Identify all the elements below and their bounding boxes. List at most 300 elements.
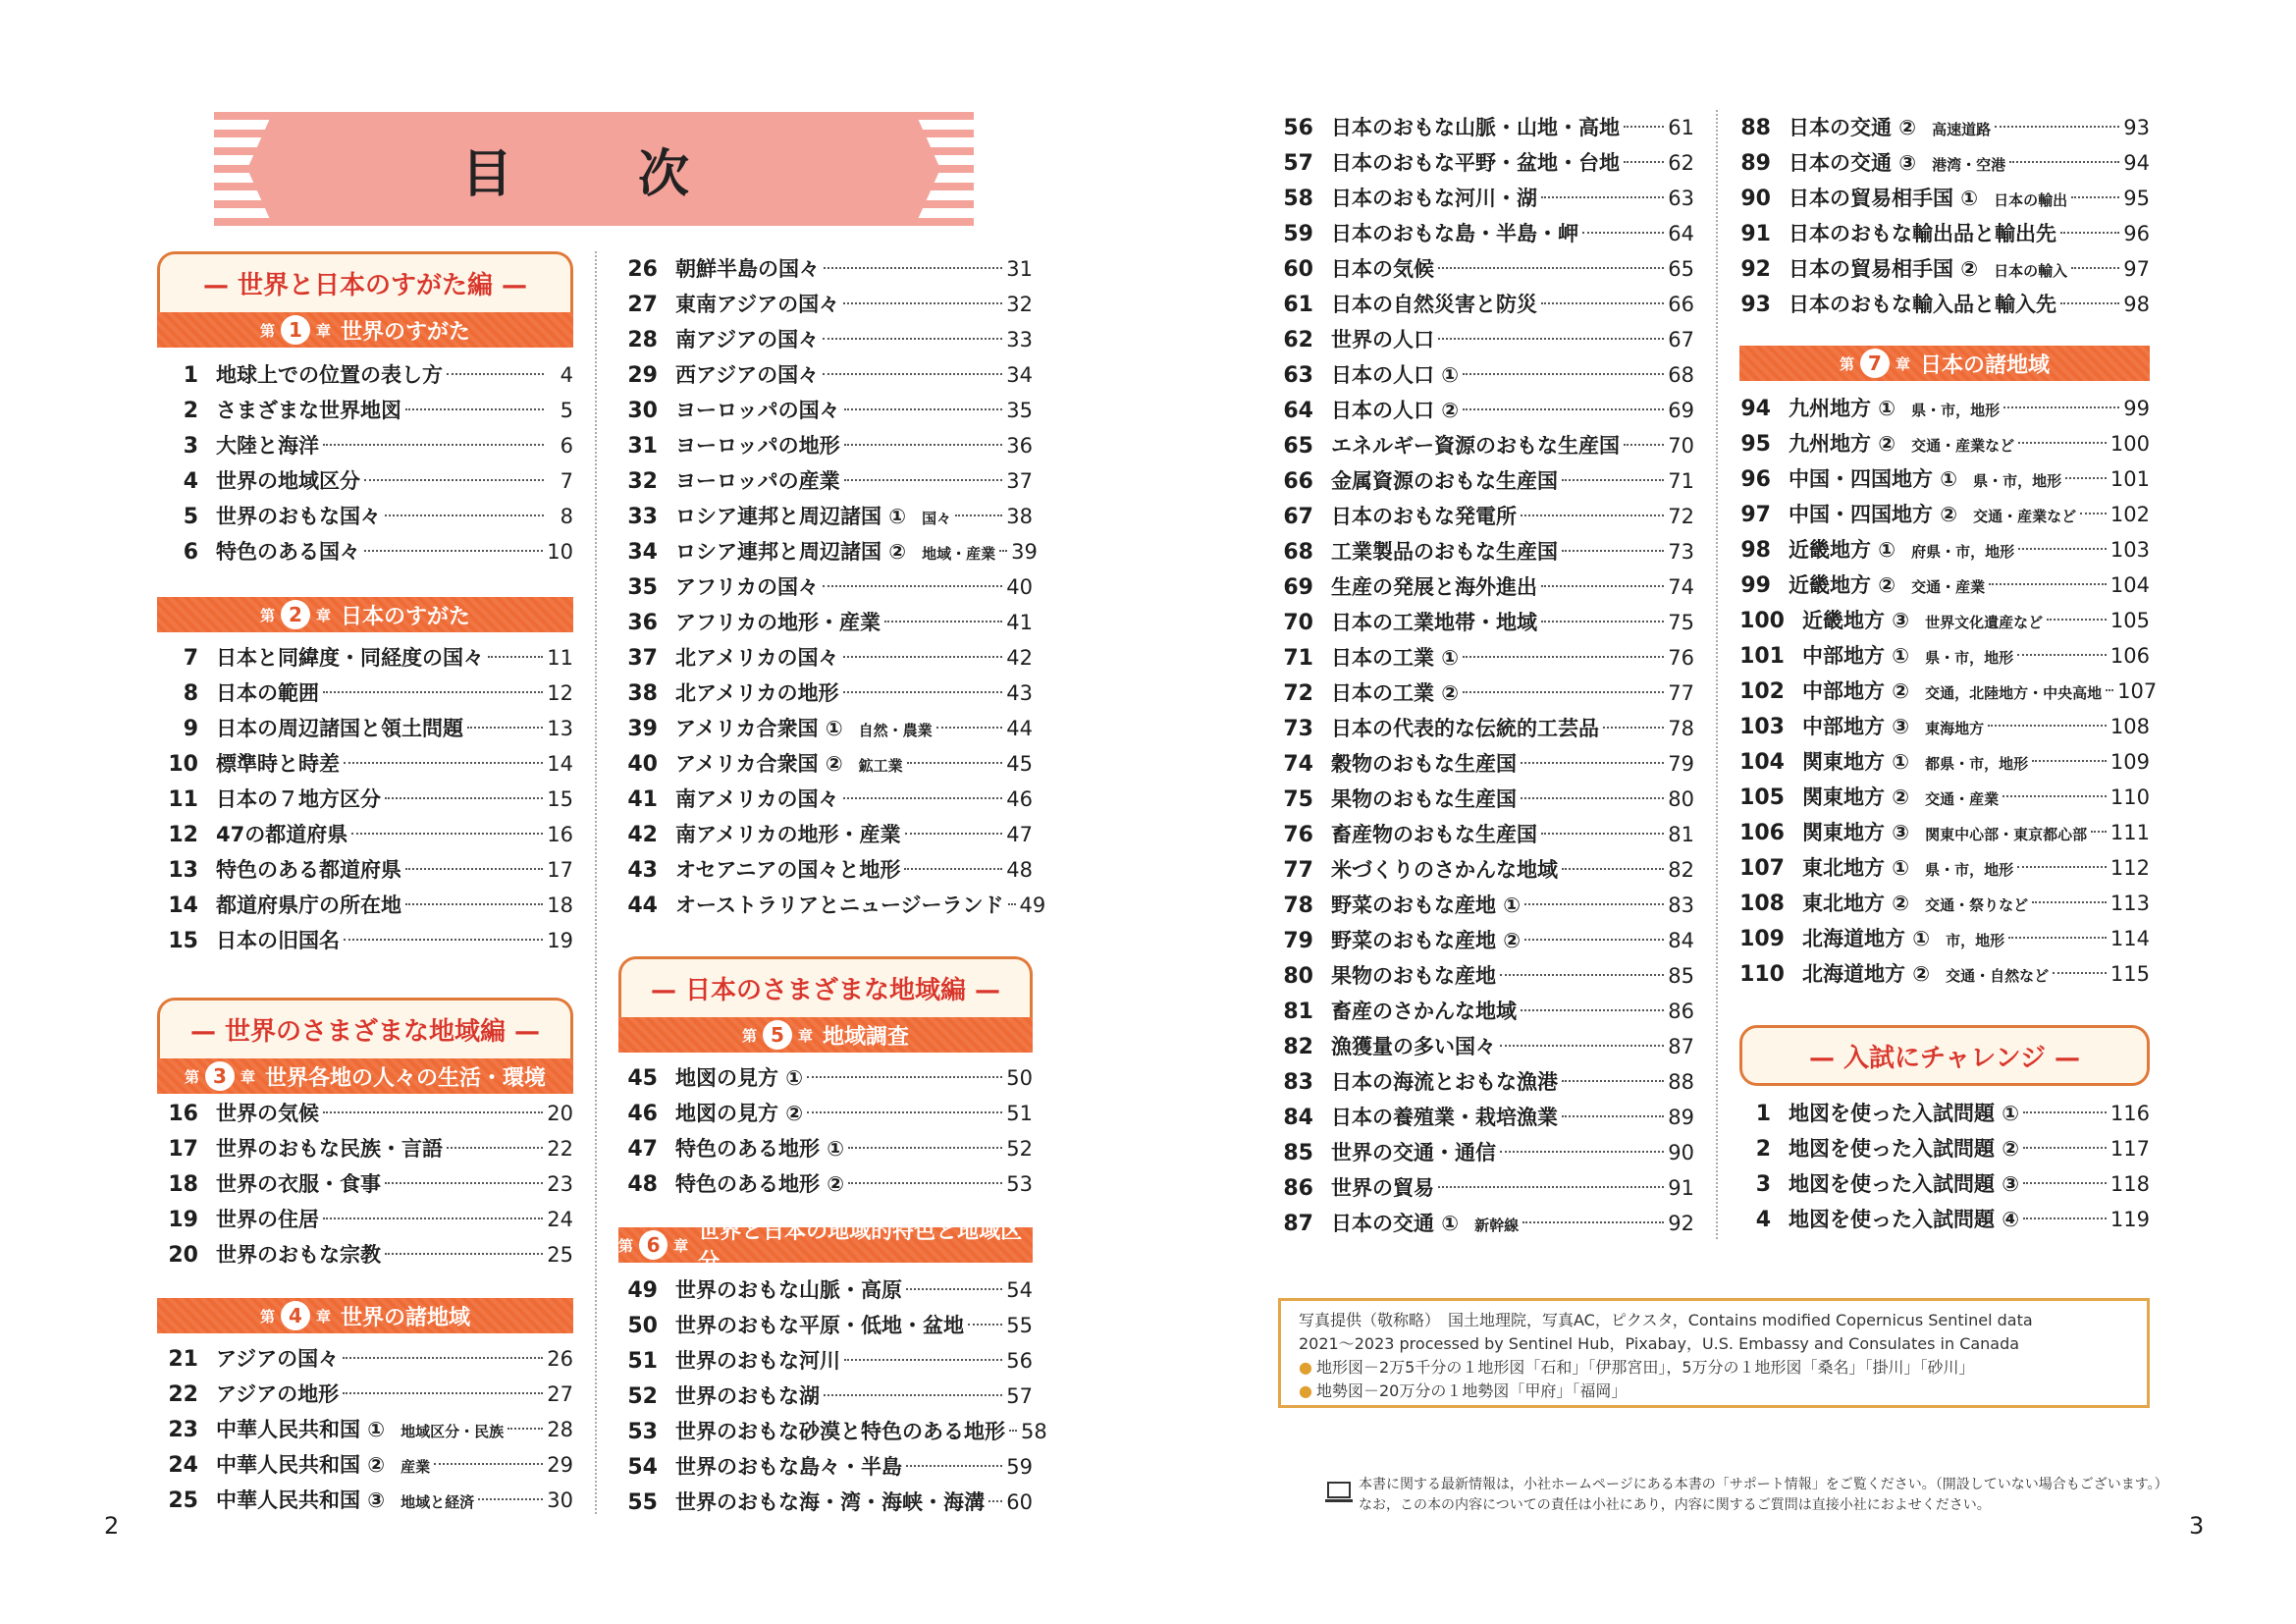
entry-number: 108 <box>1739 892 1785 916</box>
entry-page: 44 <box>1006 717 1033 740</box>
entry-title: 世界の貿易 <box>1331 1176 1434 1200</box>
entry-number: 58 <box>1283 187 1313 211</box>
chapter-5-header: 第 5 章 地域調査 <box>618 1017 1033 1053</box>
dot-leader <box>1562 868 1664 870</box>
toc-entry <box>1272 711 1694 746</box>
entry-subtitle: 自然・農業 <box>858 722 933 739</box>
entry-page: 75 <box>1668 611 1694 634</box>
dot-leader <box>907 762 1003 764</box>
toc-entry <box>616 1485 1033 1520</box>
toc-entry <box>1272 676 1694 711</box>
entry-page: 4 <box>560 363 573 387</box>
toc-entry <box>157 1377 573 1412</box>
entry-title: 日本の養殖業・栽培漁業 <box>1331 1106 1558 1129</box>
entry-title: 特色のある国々 <box>216 540 360 564</box>
dot-leader <box>2008 937 2107 939</box>
entry-title: オーストラリアとニュージーランド <box>675 893 1004 917</box>
entry-page: 82 <box>1668 858 1694 882</box>
entry-subtitle: 関東中心部・東京都心部 <box>1925 826 2088 843</box>
entry-page: 117 <box>2109 1137 2150 1161</box>
toc-entry <box>157 640 573 676</box>
toc-entry <box>616 322 1033 357</box>
entry-title: 日本の旧国名 <box>216 929 340 952</box>
entry-title: 中部地方 ③ <box>1802 715 1910 738</box>
entry-number: 20 <box>168 1243 198 1268</box>
entry-number: 67 <box>1283 505 1313 529</box>
entry-page: 88 <box>1668 1070 1694 1094</box>
toc-entry <box>1272 1170 1694 1206</box>
entry-page: 85 <box>1668 964 1694 988</box>
entry-title: 朝鮮半島の国々 <box>675 257 820 281</box>
entry-title: 地図を使った入試問題 ② <box>1789 1137 2020 1161</box>
dot-leader <box>843 691 1003 693</box>
toc-entry <box>157 1202 573 1237</box>
toc-group <box>157 357 573 569</box>
toc-entry <box>1730 251 2150 287</box>
entry-title: 近畿地方 ② <box>1789 573 1896 597</box>
entry-page: 25 <box>547 1243 573 1267</box>
toc-entry <box>1730 1096 2150 1131</box>
entry-page: 37 <box>1006 469 1033 493</box>
entry-number: 89 <box>1740 151 1771 176</box>
entry-title: 都道府県庁の所在地 <box>216 893 401 917</box>
entry-page: 17 <box>547 858 573 882</box>
toc-entry <box>1730 1166 2150 1202</box>
entry-page: 97 <box>2123 257 2150 281</box>
toc-entry <box>157 357 573 393</box>
dot-leader <box>1562 550 1664 552</box>
entry-number: 103 <box>1739 715 1785 739</box>
entry-number: 105 <box>1739 785 1785 810</box>
dot-leader <box>385 514 544 516</box>
dot-leader <box>344 939 543 941</box>
entry-title: アジアの国々 <box>216 1347 340 1371</box>
toc-entry <box>1730 709 2150 744</box>
toc-entry <box>1272 428 1694 463</box>
entry-page: 76 <box>1668 646 1694 670</box>
toc-entry <box>1272 287 1694 322</box>
entry-number: 72 <box>1283 681 1313 706</box>
entry-title: 北海道地方 ① <box>1802 927 1931 950</box>
toc-entry <box>616 640 1033 676</box>
toc-entry <box>1272 534 1694 569</box>
entry-title: 東北地方 ① <box>1802 856 1910 880</box>
entry-page: 95 <box>2123 187 2150 210</box>
dot-leader <box>823 338 1002 340</box>
entry-number: 19 <box>168 1208 198 1232</box>
entry-page: 50 <box>1006 1066 1033 1090</box>
entry-number: 97 <box>1740 503 1771 527</box>
entry-number: 34 <box>627 540 658 565</box>
entry-number: 48 <box>627 1172 658 1197</box>
toc-entry <box>1272 499 1694 534</box>
entry-number: 4 <box>183 469 198 494</box>
entry-number: 8 <box>183 681 198 706</box>
entry-number: 56 <box>1283 116 1313 140</box>
entry-subtitle: 市，地形 <box>1946 932 2005 949</box>
entry-page: 22 <box>547 1137 573 1161</box>
dot-leader <box>1541 196 1664 198</box>
entry-page: 80 <box>1668 787 1694 811</box>
entry-number: 64 <box>1283 399 1313 423</box>
entry-number: 52 <box>627 1384 658 1409</box>
entry-page: 64 <box>1668 222 1694 245</box>
entry-number: 101 <box>1739 644 1785 669</box>
dot-leader <box>2002 795 2107 797</box>
part-header-exam-challenge: — 入試にチャレンジ — <box>1739 1025 2150 1086</box>
entry-page: 73 <box>1668 540 1694 564</box>
dot-leader <box>2032 901 2107 903</box>
dot-leader <box>844 479 1003 481</box>
entry-page: 5 <box>560 399 573 422</box>
page-number-left: 2 <box>104 1512 120 1540</box>
entry-number: 55 <box>627 1490 658 1515</box>
entry-number: 40 <box>627 752 658 777</box>
entry-page: 83 <box>1668 893 1694 917</box>
toc-entry <box>616 499 1033 534</box>
entry-title: 日本のおもな輸入品と輸入先 <box>1789 293 2056 316</box>
entry-number: 3 <box>183 434 198 459</box>
dot-leader <box>823 585 1002 587</box>
entry-number: 90 <box>1740 187 1771 211</box>
entry-title: 地図の見方 ① <box>675 1066 804 1090</box>
entry-page: 54 <box>1006 1278 1033 1302</box>
entry-number: 37 <box>627 646 658 671</box>
toc-entry <box>157 782 573 817</box>
entry-title: 果物のおもな生産国 <box>1331 787 1517 811</box>
dot-leader <box>1988 725 2107 727</box>
entry-title: 九州地方 ② <box>1789 432 1896 456</box>
dot-leader <box>1624 126 1664 128</box>
entry-title: 世界の衣服・食事 <box>216 1172 381 1196</box>
toc-entry <box>616 782 1033 817</box>
entry-number: 45 <box>627 1066 658 1091</box>
entry-number: 24 <box>168 1453 198 1478</box>
toc-entry <box>1272 145 1694 181</box>
entry-title: 九州地方 ① <box>1789 397 1896 420</box>
chapter-title: 日本のすがた <box>341 604 471 629</box>
toc-entry <box>1272 746 1694 782</box>
chapter-title: 世界と日本の地域的特色と地域区分 <box>698 1219 1023 1274</box>
toc-group <box>616 251 1046 923</box>
entry-title: 日本の７地方区分 <box>216 787 381 811</box>
entry-number: 5 <box>183 505 198 529</box>
toc-entry <box>1272 251 1694 287</box>
entry-number: 9 <box>183 717 198 741</box>
entry-number: 62 <box>1283 328 1313 352</box>
entry-number: 32 <box>627 469 658 494</box>
entry-page: 24 <box>547 1208 573 1231</box>
support-note <box>1359 1475 2168 1516</box>
note-line: 本書に関する最新情報は，小社ホームページにある本書の「サポート情報」をご覧ください。（開設していない場合もございます。） <box>1359 1477 2168 1492</box>
entry-title: 地球上での位置の表し方 <box>216 363 443 387</box>
entry-page: 67 <box>1668 328 1694 352</box>
toc-entry <box>1730 532 2150 568</box>
dot-leader <box>1521 514 1664 516</box>
dot-leader <box>824 1394 1002 1396</box>
entry-page: 104 <box>2109 573 2150 597</box>
dot-leader <box>1521 762 1664 764</box>
entry-number: 25 <box>168 1489 198 1513</box>
dot-leader <box>988 1500 1002 1502</box>
entry-subtitle: 高速道路 <box>1932 121 1992 138</box>
entry-number: 14 <box>168 893 198 918</box>
entry-page: 48 <box>1006 858 1033 882</box>
dot-leader <box>1522 1221 1664 1223</box>
entry-number: 92 <box>1740 257 1771 282</box>
entry-title: 工業製品のおもな生産国 <box>1331 540 1558 564</box>
entry-subtitle: 府県・市，地形 <box>1911 543 2015 561</box>
toc-entry <box>616 746 1033 782</box>
dot-leader <box>884 621 1002 623</box>
entry-title: 日本の交通 ③ <box>1789 151 1917 175</box>
toc-entry <box>616 605 1033 640</box>
chapter-1-header: 第 1 章 世界のすがた <box>157 312 573 348</box>
entry-page: 113 <box>2109 892 2150 915</box>
chapter-number: 6 <box>639 1230 667 1260</box>
entry-page: 102 <box>2109 503 2150 526</box>
credit-line: 写真提供（敬称略） 国土地理院，写真AC，ピクスタ，Contains modified Copernicus Sentinel data <box>1299 1311 2033 1329</box>
entry-title: 世界の住居 <box>216 1208 319 1231</box>
toc-entry <box>1272 357 1694 393</box>
entry-number: 104 <box>1739 750 1785 775</box>
toc-entry <box>157 923 573 958</box>
entry-title: 日本の代表的な伝統的工芸品 <box>1331 717 1599 740</box>
entry-number: 44 <box>627 893 658 918</box>
entry-number: 78 <box>1283 893 1313 918</box>
toc-entry <box>1730 1202 2150 1237</box>
entry-subtitle: 県・市，地形 <box>1911 402 2001 419</box>
toc-entry <box>157 888 573 923</box>
dot-leader <box>1463 373 1664 375</box>
entry-page: 12 <box>547 681 573 705</box>
entry-title: 果物のおもな産地 <box>1331 964 1496 988</box>
toc-group <box>157 640 573 958</box>
toc-entry <box>616 463 1033 499</box>
entry-page: 91 <box>1668 1176 1694 1200</box>
toc-entry <box>1272 569 1694 605</box>
toc-entry <box>157 676 573 711</box>
dot-leader <box>843 797 1003 799</box>
toc-entry <box>616 569 1033 605</box>
toc-entry <box>616 1131 1033 1166</box>
entry-title: 大陸と海洋 <box>216 434 319 458</box>
dot-leader <box>807 1111 1002 1113</box>
entry-title: 世界のおもな湖 <box>675 1384 820 1408</box>
dot-leader <box>2047 619 2107 621</box>
entry-title: 関東地方 ② <box>1802 785 1910 809</box>
entry-page: 100 <box>2109 432 2150 456</box>
toc-entry <box>1730 603 2150 638</box>
dot-leader <box>1463 691 1664 693</box>
entry-title: 中華人民共和国 ③ <box>216 1489 386 1512</box>
entry-number: 18 <box>168 1172 198 1197</box>
entry-subtitle: 産業 <box>400 1458 431 1476</box>
entry-subtitle: 交通，北陸地方・中央高地 <box>1925 684 2103 702</box>
dot-leader <box>2017 654 2107 656</box>
entry-title: 日本のおもな発電所 <box>1331 505 1517 528</box>
toc-entry <box>616 852 1033 888</box>
toc-entry <box>616 428 1033 463</box>
toc-entry <box>157 463 573 499</box>
toc-group <box>157 1341 573 1518</box>
dot-leader <box>1009 1430 1017 1432</box>
entry-subtitle: 交通・自然など <box>1946 967 2050 985</box>
toc-entry <box>1272 110 1694 145</box>
toc-group <box>1730 110 2150 322</box>
toc-entry <box>1730 744 2150 780</box>
toc-entry <box>157 711 573 746</box>
entry-number: 36 <box>627 611 658 635</box>
entry-title: 金属資源のおもな生産国 <box>1331 469 1558 493</box>
entry-number: 57 <box>1283 151 1313 176</box>
dot-leader <box>844 444 1003 446</box>
dot-leader <box>906 1288 1002 1290</box>
chapter-title: 日本の諸地域 <box>1920 352 2051 378</box>
entry-title: アメリカ合衆国 ② <box>675 752 843 776</box>
dot-leader <box>844 1359 1002 1361</box>
entry-number: 27 <box>627 293 658 317</box>
dot-leader <box>405 903 543 905</box>
entry-page: 115 <box>2109 962 2150 986</box>
toc-entry <box>616 393 1033 428</box>
toc-entry <box>616 1308 1033 1343</box>
dot-leader <box>848 1182 1002 1184</box>
entry-number: 83 <box>1283 1070 1313 1095</box>
entry-number: 22 <box>168 1382 198 1407</box>
chapter-title: 地域調査 <box>823 1024 910 1050</box>
entry-number: 35 <box>627 575 658 600</box>
entry-number: 49 <box>627 1278 658 1303</box>
toc-entry <box>1730 181 2150 216</box>
dot-leader <box>955 514 1002 516</box>
entry-page: 49 <box>1019 893 1046 917</box>
entry-page: 10 <box>547 540 573 564</box>
dot-leader <box>2060 232 2119 234</box>
entry-number: 91 <box>1740 222 1771 246</box>
dot-leader <box>1438 1186 1664 1188</box>
dot-leader <box>848 1147 1002 1149</box>
dot-leader <box>2091 831 2107 833</box>
entry-title: 中部地方 ② <box>1802 679 1910 703</box>
entry-title: アジアの地形 <box>216 1382 340 1406</box>
entry-title: 中国・四国地方 ① <box>1789 467 1958 491</box>
toc-entry <box>1730 287 2150 322</box>
entry-subtitle: 交通・産業 <box>1911 578 1986 596</box>
toc-entry <box>157 1237 573 1272</box>
entry-page: 38 <box>1006 505 1033 528</box>
entry-number: 41 <box>627 787 658 812</box>
entry-title: 日本の周辺諸国と領土問題 <box>216 717 463 740</box>
entry-title: 世界のおもな民族・言語 <box>216 1137 443 1161</box>
entry-number: 85 <box>1283 1141 1313 1165</box>
entry-number: 95 <box>1740 432 1771 457</box>
dot-leader <box>1500 1045 1664 1047</box>
toc-entry <box>157 428 573 463</box>
entry-page: 84 <box>1668 929 1694 952</box>
dot-leader <box>1541 621 1664 623</box>
entry-title: 地図を使った入試問題 ① <box>1789 1102 2020 1125</box>
toc-entry <box>1272 463 1694 499</box>
dot-leader <box>2018 442 2107 444</box>
dot-leader <box>1989 583 2107 585</box>
entry-number: 7 <box>183 646 198 671</box>
entry-title: 日本の交通 ① <box>1331 1212 1460 1235</box>
dot-leader <box>904 868 1002 870</box>
toc-entry <box>157 746 573 782</box>
dot-leader <box>344 762 543 764</box>
entry-title: 世界のおもな平原・低地・盆地 <box>675 1314 964 1337</box>
entry-title: 地図を使った入試問題 ③ <box>1789 1172 2020 1196</box>
toc-entry <box>1730 216 2150 251</box>
toc-entry <box>1272 393 1694 428</box>
entry-title: 畜産物のおもな生産国 <box>1331 823 1537 846</box>
entry-page: 78 <box>1668 717 1694 740</box>
entry-title: 標準時と時差 <box>216 752 340 776</box>
entry-title: 特色のある地形 ① <box>675 1137 845 1161</box>
toc-entry <box>1272 958 1694 994</box>
toc-entry <box>157 534 573 569</box>
dot-leader <box>385 1253 543 1255</box>
entry-page: 19 <box>547 929 573 952</box>
entry-title: 世界のおもな山脈・高原 <box>675 1278 902 1302</box>
chapter-2-header: 第 2 章 日本のすがた <box>157 597 573 632</box>
entry-page: 58 <box>1021 1420 1047 1443</box>
entry-page: 13 <box>547 717 573 740</box>
dot-leader <box>2018 548 2107 550</box>
toc-entry <box>616 1272 1033 1308</box>
entry-page: 46 <box>1006 787 1033 811</box>
toc-entry <box>616 1379 1033 1414</box>
entry-page: 43 <box>1006 681 1033 705</box>
toc-entry <box>1730 850 2150 886</box>
entry-title: 中華人民共和国 ② <box>216 1453 386 1477</box>
entry-title: 畜産のさかんな地域 <box>1331 1000 1517 1023</box>
chapter-title: 世界の諸地域 <box>341 1305 471 1330</box>
toc-entry <box>1272 181 1694 216</box>
dot-leader <box>1541 302 1664 304</box>
entry-page: 98 <box>2123 293 2150 316</box>
entry-page: 77 <box>1668 681 1694 705</box>
entry-title: 東北地方 ② <box>1802 892 1910 915</box>
dot-leader <box>447 373 544 375</box>
entry-page: 16 <box>547 823 573 846</box>
toc-entry <box>1730 461 2150 497</box>
toc-entry <box>1730 956 2150 992</box>
dot-leader <box>488 656 543 658</box>
entry-number: 47 <box>627 1137 658 1162</box>
entry-page: 66 <box>1668 293 1694 316</box>
entry-page: 74 <box>1668 575 1694 599</box>
toc-entry <box>616 1414 1047 1449</box>
column-separator <box>1716 110 1718 1239</box>
toc-entry <box>616 711 1033 746</box>
entry-number: 71 <box>1283 646 1313 671</box>
toc-entry <box>157 1341 573 1377</box>
toc-entry <box>157 499 573 534</box>
entry-title: ヨーロッパの国々 <box>675 399 840 422</box>
entry-page: 34 <box>1006 363 1033 387</box>
dot-leader <box>2023 1111 2107 1113</box>
entry-title: 日本の海流とおもな漁港 <box>1331 1070 1558 1094</box>
entry-page: 42 <box>1006 646 1033 670</box>
entry-subtitle: 日本の輸入 <box>1994 262 2068 280</box>
entry-title: 日本と同緯度・同経度の国々 <box>216 646 484 670</box>
dot-leader <box>385 1182 543 1184</box>
entry-page: 89 <box>1668 1106 1694 1129</box>
dot-leader <box>824 267 1002 269</box>
column-separator <box>595 251 597 1514</box>
